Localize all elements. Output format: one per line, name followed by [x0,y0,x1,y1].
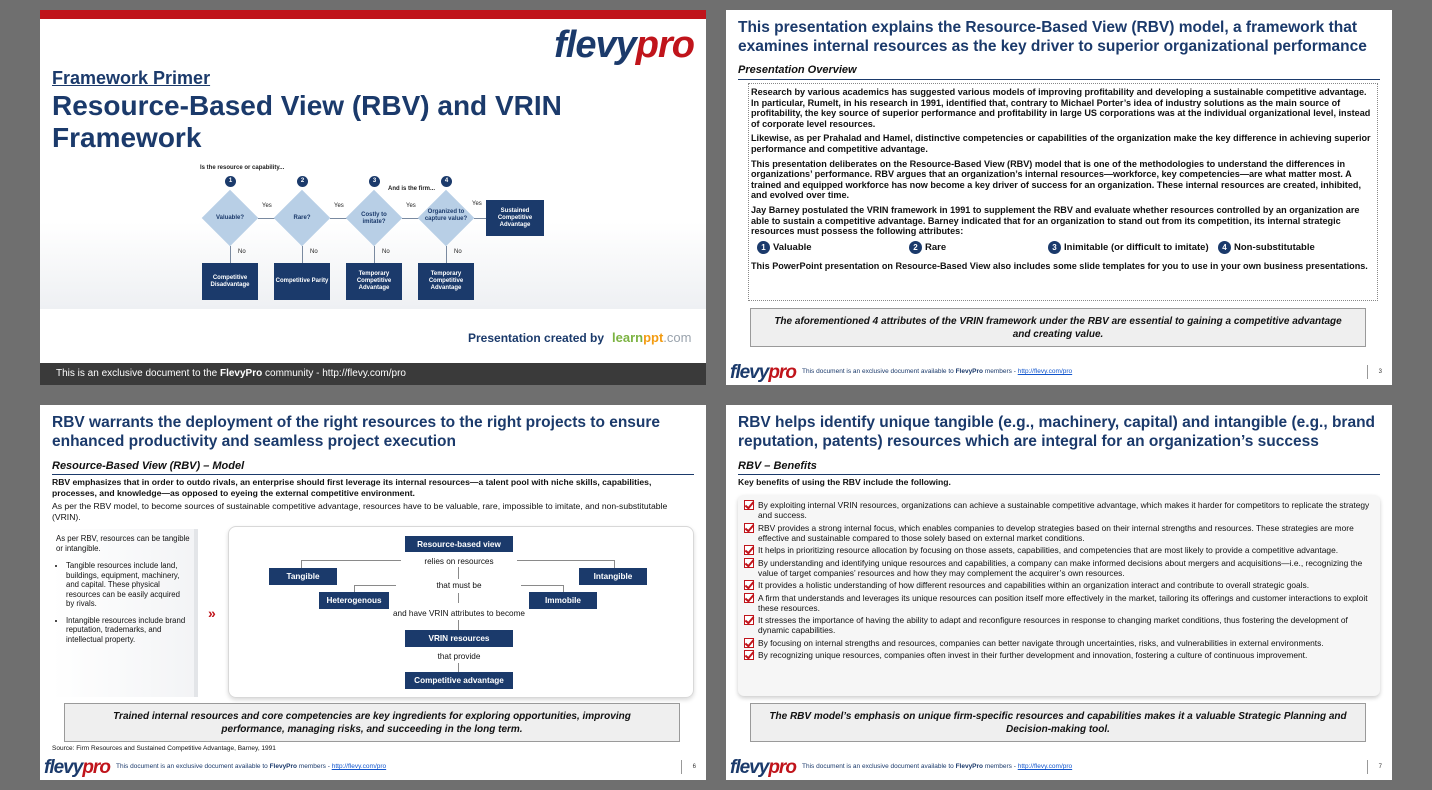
slide-footer [726,361,1392,385]
flevypro-logo [730,757,796,779]
slide-subtitle: RBV – Benefits [738,460,817,472]
footer-brand: FlevyPro [269,763,298,770]
benefit-text: RBV provides a strong internal focus, which enables companies to develop strategies based on their internal strengths and resources. These strategies are more effective and sustainable compared to those solely based on external market conditions. [758,522,1354,543]
footer-brand: FlevyPro [955,763,984,770]
connector [458,663,459,672]
connector [458,567,459,579]
resource-types-panel [52,529,198,697]
bullet-intangible: • Intangible resources include brand reputation, trademarks, and intellectual property. [66,616,190,645]
final-result: Sustained Competitive Advantage [486,200,544,236]
attribute-inimitable [1048,241,1209,254]
slide-title-text: This presentation explains the Resource-Based View (RBV) model, a framework that examines internal resources as the key driver to superior organizational performance [738,19,1367,55]
rbv-box: Resource-based view [405,536,513,552]
rbv-bold-paragraph: RBV emphasizes that in order to outdo rivals, an enterprise should first leverage its internal resources—a talent pool with niche skills, capabilities, processes, and knowledge—as opposed to eyeing the external competitive environment. [52,477,652,498]
rbv-model-diagram [228,526,694,698]
list-item [744,593,1374,613]
connector [354,585,396,586]
resource-intro: As per RBV, resources can be tangible or intangible. [56,534,190,553]
footer-divider [681,760,682,774]
connector [302,246,303,263]
key-callout: The aforementioned 4 attributes of the VRIN framework under the RBV are essential to gaining a competitive advantage and creating value. [750,308,1366,347]
list-item [744,580,1374,590]
step-4-number: 4 [441,176,452,187]
step-2-question: Rare? [293,215,311,221]
attribute-label: Rare [925,241,947,253]
attribute-non-substitutable [1218,241,1315,254]
connector [563,585,564,592]
list-item [744,638,1374,648]
chevron-right-icon: » [208,605,216,621]
checkbox-icon [744,558,754,568]
top-red-bar [40,10,706,19]
no-label: No [238,249,246,255]
step-4-question: Organized to capture value? [424,209,468,222]
framework-kicker: Framework Primer [52,68,211,88]
attribute-label: Inimitable (or difficult to imitate) [1064,241,1209,253]
page-number: 3 [1378,369,1382,375]
benefit-text: It provides a holistic understanding of how different resources and capabilities within an organization interact and contribute to overall strategic goals. [758,580,1310,590]
step-2-result: Competitive Parity [274,263,330,300]
footer-brand: FlevyPro [955,368,984,375]
benefit-text: By recognizing unique resources, companies often invest in their further development and innovation, fostering a culture of continuous improvement. [758,650,1308,660]
connector [458,620,459,630]
intangible-box: Intangible [579,568,647,585]
footer-divider [1367,365,1368,379]
slide-rbv-benefits[interactable] [726,405,1392,780]
tangible-box: Tangible [269,568,337,585]
learn-logo-part: ppt [643,330,664,345]
resource-bullets [56,561,190,644]
connector [521,585,563,586]
connector [614,560,615,568]
overview-paragraph: Likewise, as per Prahalad and Hamel, distinctive competencies or capabilities of the organization make the key difference in achieving superior performance and competitive advantage. [751,133,1371,154]
footer-notice [802,763,1072,770]
connector [517,560,615,561]
step-3-number: 3 [369,176,380,187]
footer-middle: members - [984,368,1016,375]
vrin-attr-text: and have VRIN attributes to become [393,609,525,618]
slide-title-text: Resource-Based View (RBV) and VRIN Framework [52,90,562,153]
no-label: No [454,249,462,255]
bullet-tangible: • Tangible resources include land, buildings, equipment, machinery, and capital. These physical resources can be easily acquired by rivals. [66,561,190,609]
benefit-text: It helps in prioritizing resource allocation by focusing on those assets, capabilities, and competencies that are most likely to provide a competitive advantage. [758,545,1339,555]
footer-prefix: This document is an exclusive document available to [802,763,954,770]
benefit-text: By exploiting internal VRIN resources, organizations can achieve a sustainable competitive advantage, which makes it harder for competitors to replicate the strategy and success. [758,500,1370,520]
step-3-result: Temporary Competitive Advantage [346,263,402,300]
attribute-valuable [757,241,812,254]
source-note: Source: Firm Resources and Sustained Competitive Advantage, Barney, 1991 [52,745,276,752]
step-3-question: Costly to imitate? [361,212,387,225]
key-callout: The RBV model’s emphasis on unique firm-specific resources and capabilities makes it a valuable Strategic Planning and Decision-making tool. [750,703,1366,742]
attribute-number: 4 [1218,241,1231,254]
must-be-text: that must be [436,581,482,590]
benefits-list [738,495,1380,696]
relies-text: relies on resources [424,557,494,566]
connector [446,246,447,263]
learnppt-logo [612,330,691,345]
created-by-label: Presentation created by [468,331,605,345]
connector [230,246,231,263]
divider [738,474,1380,475]
footer-middle: members - [984,763,1016,770]
immobile-box: Immobile [529,592,597,609]
step-4-result: Temporary Competitive Advantage [418,263,474,300]
logo-accent: pro [635,24,694,66]
vrin-attributes [751,241,1375,258]
slide-footer [726,756,1392,780]
step-1-number: 1 [225,176,236,187]
attribute-number: 1 [757,241,770,254]
list-item [744,615,1374,635]
logo-main: flevy [730,362,769,383]
checkbox-icon [744,638,754,648]
step-2-number: 2 [297,176,308,187]
overview-paragraph: Jay Barney postulated the VRIN framework in 1991 to supplement the RBV and evaluate whether resources controlled by an organization are able to sustain a competitive advantage. Barney indicated that for an organization to stand out from its competition, its internal strategic resources must possess the following attributes: [751,204,1360,237]
benefit-text: By understanding and identifying unique resources and capabilities, a company can make informed decisions about mergers and acquisitions—i.e., recognizing the value of target companies’ resources and how they may complement the acquirer’s own resources. [758,557,1363,578]
footer-prefix: This document is an exclusive document available to [802,368,954,375]
connector [354,585,355,592]
footer-middle: members - [298,763,330,770]
footer-link[interactable]: http://flevy.com/pro [1017,763,1073,770]
yes-label: Yes [472,201,482,207]
list-item [744,558,1374,578]
slide-subtitle: Presentation Overview [738,64,857,76]
benefits-intro: Key benefits of using the RBV include the following. [738,477,951,487]
overview-text-box [748,83,1378,301]
vrin-box: VRIN resources [405,630,513,647]
provide-text: that provide [437,652,481,661]
slide1-footer [40,363,706,385]
checkbox-icon [744,500,754,510]
yes-label: Yes [334,203,344,209]
connector [458,593,459,603]
heterogenous-box: Heterogenous [319,592,389,609]
advantage-box: Competitive advantage [405,672,513,689]
logo-accent: pro [768,757,796,778]
attribute-label: Non-substitutable [1234,241,1315,253]
logo-main: flevy [44,757,83,778]
divider [52,474,694,475]
yes-label: Yes [406,203,416,209]
footer-notice [116,763,386,770]
slide-footer [40,756,706,780]
flevypro-logo [554,24,694,67]
slide-title-text: RBV warrants the deployment of the right resources to the right projects to ensure enhanced productivity and seamless project execution [52,414,661,450]
logo-main: flevy [730,757,769,778]
slide-rbv-model[interactable] [40,405,706,780]
checkbox-icon [744,523,754,533]
learn-logo-part: learn [612,330,644,345]
overview-paragraph: Research by various academics has suggested various models of improving profitability and developing a sustainable competitive advantage. In particular, Rumelt, in his research in 1991, identified that, contrary to Michael Porter’s idea of industry solutions as the main source of profitability, the key source of superior performance and profitability in large US corporations was at the individual organizational level, instead of corporate level resources. [751,87,1371,129]
flevypro-logo [44,757,110,779]
slide-title[interactable] [40,10,706,385]
flevypro-logo [730,362,796,384]
footer-notice [802,368,1072,375]
connector [474,218,486,219]
connector [301,560,401,561]
list-item [744,545,1374,555]
footer-prefix: This document is an exclusive document available to [116,763,268,770]
rbv-paragraph: As per the RBV model, to become sources of sustainable competitive advantage, resources have to be valuable, rare, impossible to imitate, and non-substitutable (VRIN). [52,501,668,522]
flow-firm-label: And is the firm... [388,186,436,192]
logo-main: flevy [554,24,636,66]
footer-link[interactable]: http://flevy.com/pro [331,763,387,770]
attribute-label: Valuable [773,241,812,253]
list-item [744,523,1374,543]
attribute-number: 2 [909,241,922,254]
checkbox-icon [744,593,754,603]
connector [301,560,302,568]
overview-paragraph: This presentation deliberates on the Resource-Based View (RBV) model that is one of the methodologies to understand the differences in organizations’ performance. RBV argues that an organization’s internal resources—workforce, key competencies—are what matter most. A trained and equipped workforce has now become a key driver of success for an organization. These internal resources are created, inhibited, and evolved over time. [751,158,1361,201]
slide-subtitle: Resource-Based View (RBV) – Model [52,460,245,472]
attribute-number: 3 [1048,241,1061,254]
vrin-flowchart [190,165,533,305]
checkbox-icon [744,615,754,625]
no-label: No [310,249,318,255]
footer-suffix: community - http://flevy.com/pro [265,368,406,379]
attribute-rare [909,241,946,254]
checkbox-icon [744,545,754,555]
slide-overview[interactable] [726,10,1392,385]
page-number: 7 [1378,764,1382,770]
learn-logo-part: .com [663,330,692,345]
benefit-text: By focusing on internal strengths and resources, companies can better navigate through uncertainties, risks, and vulnerabilities in external environments. [758,637,1324,648]
page-number: 6 [692,764,696,770]
step-1-result: Competitive Disadvantage [202,263,258,300]
footer-divider [1367,760,1368,774]
benefit-text: It stresses the importance of having the ability to adapt and reconfigure resources in response to changing market conditions, thus fostering the development of dynamic capabilities. [758,615,1348,635]
footer-link[interactable]: http://flevy.com/pro [1017,368,1073,375]
footer-prefix: This is an exclusive document to the [56,368,218,379]
step-1-question: Valuable? [215,215,244,221]
benefit-text: A firm that understands and leverages its unique resources can position itself more effectively in the market, tailoring its offerings and customer interactions to exploit these resources. [758,592,1368,613]
footer-brand: FlevyPro [219,368,263,379]
key-callout: Trained internal resources and core competencies are key ingredients for exploring opportunities, improving performance, managing risks, and succeeding in the long term. [64,703,680,742]
divider [738,79,1380,80]
connector [374,246,375,263]
list-item [744,650,1374,660]
logo-accent: pro [82,757,110,778]
yes-label: Yes [262,203,272,209]
logo-accent: pro [768,362,796,383]
flow-question-label: Is the resource or capability... [200,165,285,171]
checkbox-icon [744,650,754,660]
list-item [744,500,1374,520]
checkbox-icon [744,580,754,590]
slide-title-text: RBV helps identify unique tangible (e.g., machinery, capital) and intangible (e.g., brand reputation, patents) resources which are integral for an organization’s success [738,414,1376,450]
closing-paragraph: This PowerPoint presentation on Resource-Based View also includes some slide templates for you to use in your own business presentations. [751,260,1368,271]
no-label: No [382,249,390,255]
